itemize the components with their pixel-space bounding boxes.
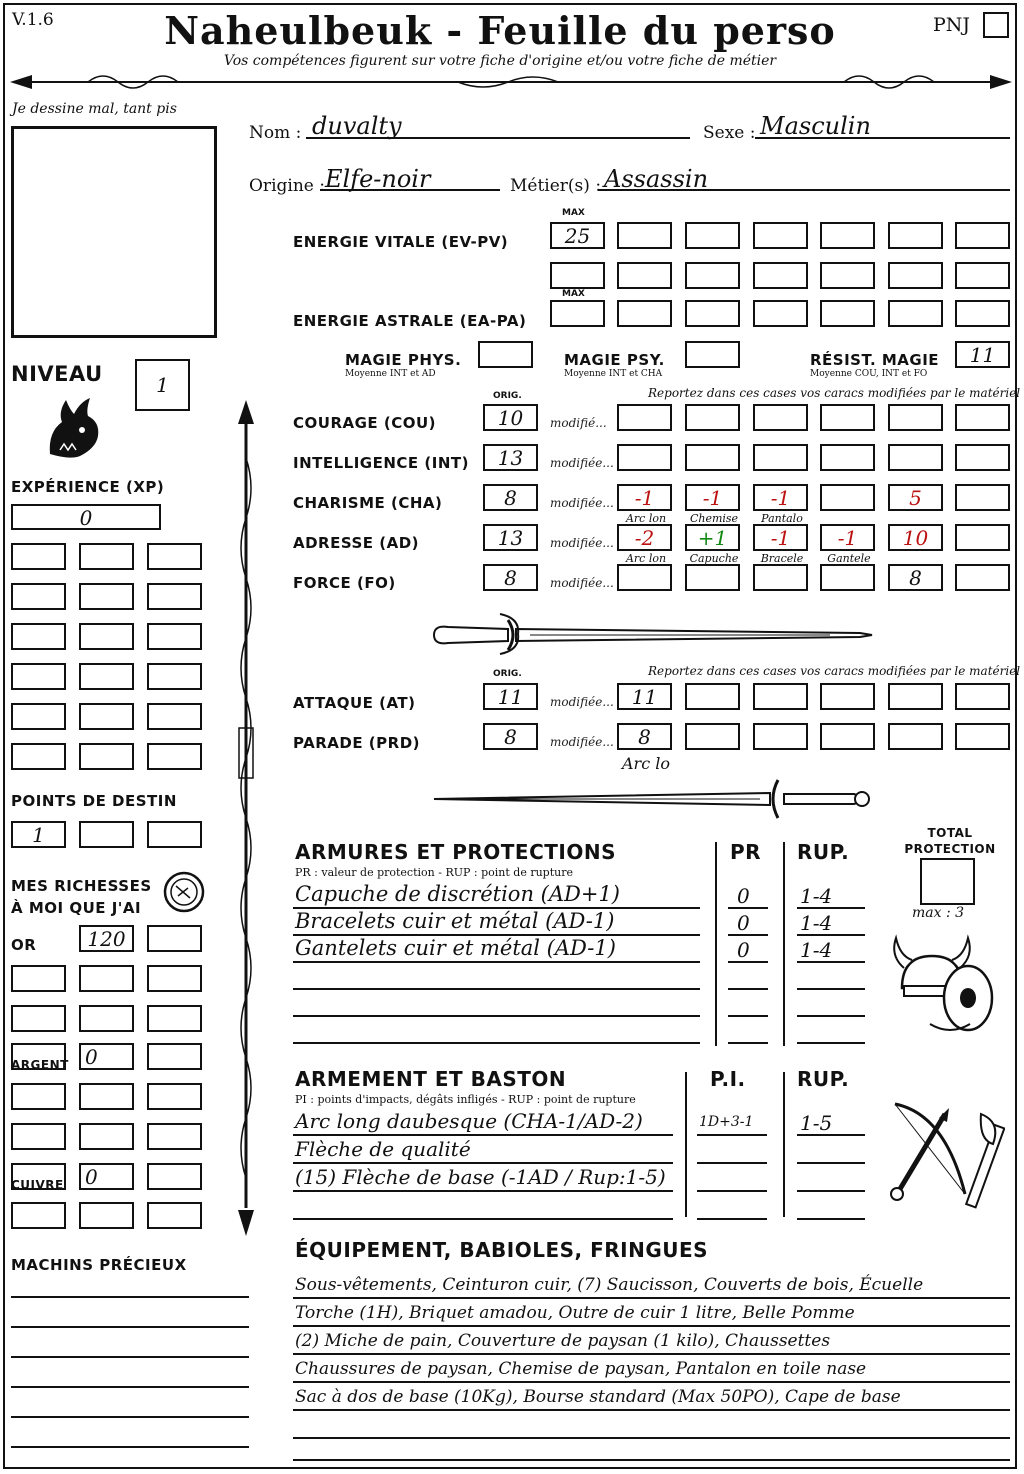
coin-box-2-2[interactable]: [79, 1005, 134, 1032]
cuivre-row-box-1[interactable]: [11, 1163, 66, 1190]
ea-box-4[interactable]: [820, 300, 875, 327]
metier-value[interactable]: Assassin: [604, 165, 709, 193]
carac-label-0: COURAGE (COU): [293, 414, 437, 432]
arme-line-0: [293, 1134, 673, 1136]
equip-item-1[interactable]: Torche (1H), Briquet amadou, Outre de cuir 1 litre, Belle Pomme: [295, 1303, 855, 1323]
combat-orig-box-0[interactable]: 11: [483, 683, 538, 710]
ev-box-row2-3[interactable]: [685, 262, 740, 289]
equip-item-0[interactable]: Sous-vêtements, Ceinturon cuir, (7) Saucisson, Couverts de bois, Écuelle: [295, 1275, 924, 1295]
combat-mod-box-0-0[interactable]: 11: [617, 683, 672, 710]
xp-box-1-1[interactable]: [11, 543, 66, 570]
carac-mod-box-4-6[interactable]: [955, 564, 1010, 591]
carac-modif-label-3: modifiée...: [550, 536, 614, 550]
combat-mod-box-0-3[interactable]: [820, 683, 875, 710]
armure-rup-line-4: [797, 1015, 865, 1017]
xp-box-4-2[interactable]: [79, 663, 134, 690]
carac-mod-box-4-2[interactable]: [753, 564, 808, 591]
total-protection-label-1: TOTAL: [927, 826, 973, 840]
carac-mod-box-2-4[interactable]: 5: [888, 484, 943, 511]
arme-line-2: [293, 1190, 673, 1192]
xp-box-6-2[interactable]: [79, 743, 134, 770]
carac-modif-label-4: modifiée...: [550, 576, 614, 590]
carac-note-3-0: Arc lon: [625, 552, 667, 565]
xp-box-5-1[interactable]: [11, 703, 66, 730]
caracs-orig-label: ORIG.: [493, 391, 522, 401]
xp-box-4-3[interactable]: [147, 663, 202, 690]
ea-box-3[interactable]: [753, 300, 808, 327]
carac-mod-box-1-3[interactable]: [820, 444, 875, 471]
armure-name-2[interactable]: Gantelets cuir et métal (AD-1): [295, 936, 616, 960]
equip-item-4[interactable]: Sac à dos de base (10Kg), Bourse standard (Max 50PO), Cape de base: [295, 1387, 901, 1407]
arme-name-2[interactable]: (15) Flèche de base (-1AD / Rup:1-5): [295, 1165, 666, 1189]
carac-mod-box-1-4[interactable]: [888, 444, 943, 471]
coin-box-4-3[interactable]: [147, 1123, 202, 1150]
carac-modif-label-2: modifiée...: [550, 496, 614, 510]
ev-box-row2-2[interactable]: [617, 262, 672, 289]
carac-modif-label-1: modifiée...: [550, 456, 614, 470]
carac-mod-box-2-1[interactable]: -1: [685, 484, 740, 511]
parade-note: Arc lo: [622, 754, 670, 773]
ev-box-4[interactable]: [820, 222, 875, 249]
armement-divider-1: [685, 1072, 687, 1217]
combat-label-0: ATTAQUE (AT): [293, 694, 416, 712]
carac-note-3-2: Bracele: [760, 552, 804, 565]
combat-mod-box-0-2[interactable]: [753, 683, 808, 710]
armures-col-rup: RUP.: [797, 840, 850, 864]
magie-phys-box[interactable]: [478, 341, 533, 368]
argent-row-box-1[interactable]: [11, 1043, 66, 1070]
arme-name-0[interactable]: Arc long daubesque (CHA-1/AD-2): [295, 1109, 643, 1133]
combat-mod-box-1-0[interactable]: 8: [617, 723, 672, 750]
carac-modif-label-0: modifié...: [550, 416, 607, 430]
ea-max-label: MAX: [562, 289, 585, 299]
ev-box-1[interactable]: [617, 222, 672, 249]
xp-box-6-1[interactable]: [11, 743, 66, 770]
carac-orig-box-4[interactable]: 8: [483, 564, 538, 591]
armures-divider-1: [715, 842, 717, 1046]
machins-line-6[interactable]: [11, 1446, 249, 1448]
equip-line-3: [293, 1381, 1010, 1383]
xp-box-2-1[interactable]: [11, 583, 66, 610]
spear-divider-icon: [8, 68, 1014, 96]
coin-box-4-2[interactable]: [79, 1123, 134, 1150]
xp-box-2-3[interactable]: [147, 583, 202, 610]
machins-label: MACHINS PRÉCIEUX: [11, 1256, 187, 1274]
coin-box-3-1[interactable]: [11, 1083, 66, 1110]
carac-mod-box-3-3[interactable]: -1: [820, 524, 875, 551]
magie-psy-label: MAGIE PSY.: [564, 351, 665, 369]
armure-rup-1[interactable]: 1-4: [800, 911, 833, 935]
total-protection-max: max : 3: [912, 905, 965, 921]
sexe-label: Sexe :: [703, 123, 756, 143]
pnj-checkbox[interactable]: [983, 12, 1009, 38]
carac-mod-box-4-4[interactable]: 8: [888, 564, 943, 591]
combat-mod-box-1-3[interactable]: [820, 723, 875, 750]
machins-line-1[interactable]: [11, 1296, 249, 1298]
carac-mod-box-0-1[interactable]: [685, 404, 740, 431]
pnj-label: PNJ: [933, 14, 971, 36]
arme-pi-line-1: [697, 1162, 767, 1164]
argent-box[interactable]: 0: [79, 1043, 134, 1070]
carac-orig-box-2[interactable]: 8: [483, 484, 538, 511]
xp-box-1-3[interactable]: [147, 543, 202, 570]
magie-phys-sub: Moyenne INT et AD: [345, 369, 436, 379]
nom-value[interactable]: duvalty: [312, 112, 402, 140]
xp-box-4-1[interactable]: [11, 663, 66, 690]
carac-mod-box-2-3[interactable]: [820, 484, 875, 511]
arme-rup-0[interactable]: 1-5: [800, 1111, 833, 1135]
armure-pr-line-4: [728, 1015, 768, 1017]
ev-box-5[interactable]: [888, 222, 943, 249]
combat-label-1: PARADE (PRD): [293, 734, 421, 752]
destin-label: POINTS DE DESTIN: [11, 792, 177, 810]
cuivre-label: CUIVRE: [11, 1178, 64, 1192]
carac-mod-box-4-1[interactable]: [685, 564, 740, 591]
richesses-label-2: À MOI QUE J'AI: [11, 899, 142, 917]
armure-pr-line-5: [728, 1042, 768, 1044]
niveau-box[interactable]: 1: [135, 359, 190, 411]
or-box[interactable]: 120: [79, 925, 134, 952]
armure-pr-2[interactable]: 0: [737, 938, 750, 962]
niveau-label: NIVEAU: [11, 362, 103, 386]
carac-mod-box-2-0[interactable]: -1: [617, 484, 672, 511]
carac-mod-box-0-2[interactable]: [753, 404, 808, 431]
coin-box-1-1[interactable]: [11, 965, 66, 992]
armure-line-2: [293, 961, 700, 963]
armure-rup-2[interactable]: 1-4: [800, 938, 833, 962]
equip-item-2[interactable]: (2) Miche de pain, Couverture de paysan (1 kilo), Chaussettes: [295, 1331, 831, 1351]
combat-mod-box-0-4[interactable]: [888, 683, 943, 710]
carac-label-2: CHARISME (CHA): [293, 494, 443, 512]
carac-note-3-1: Capuche: [689, 552, 739, 565]
coin-box-1-3[interactable]: [147, 965, 202, 992]
coin-box-1-2[interactable]: [79, 965, 134, 992]
arme-pi-line-2: [697, 1190, 767, 1192]
carac-mod-box-0-3[interactable]: [820, 404, 875, 431]
arme-pi-0[interactable]: 1D+3-1: [699, 1114, 754, 1130]
ev-box-row2-4[interactable]: [753, 262, 808, 289]
helmet-shield-icon: [890, 928, 1000, 1038]
cuivre-row-box-3[interactable]: [147, 1163, 202, 1190]
xp-box-5-2[interactable]: [79, 703, 134, 730]
magie-psy-box[interactable]: [685, 341, 740, 368]
xp-box-2-2[interactable]: [79, 583, 134, 610]
combat-report-note: Reportez dans ces cases vos caracs modifiées par le matériel: [648, 664, 1021, 678]
destin-box-3[interactable]: [147, 821, 202, 848]
equip-line-6: [293, 1459, 1010, 1461]
version-label: V.1.6: [12, 10, 54, 30]
equip-line-2: [293, 1353, 1010, 1355]
coin-box-3-2[interactable]: [79, 1083, 134, 1110]
armure-rup-line-5: [797, 1042, 865, 1044]
ev-box-row2-6[interactable]: [888, 262, 943, 289]
argent-label: ARGENT: [11, 1058, 69, 1072]
carac-note-3-3: Gantele: [827, 552, 871, 565]
carac-label-1: INTELLIGENCE (INT): [293, 454, 469, 472]
sword-divider-2-icon: [430, 776, 876, 822]
resist-magie-sub: Moyenne COU, INT et FO: [810, 369, 928, 379]
armures-divider-2: [783, 842, 785, 1046]
arme-line-3: [293, 1218, 673, 1220]
xp-box-3-2[interactable]: [79, 623, 134, 650]
sexe-value[interactable]: Masculin: [760, 112, 871, 140]
carac-mod-box-1-6[interactable]: [955, 444, 1010, 471]
carac-mod-box-0-6[interactable]: [955, 404, 1010, 431]
total-protection-box[interactable]: [920, 858, 975, 905]
xp-box-3-1[interactable]: [11, 623, 66, 650]
ev-max-box[interactable]: 25: [550, 222, 605, 249]
machins-line-5[interactable]: [11, 1416, 249, 1418]
equip-line-0: [293, 1297, 1010, 1299]
xp-total-box[interactable]: 0: [11, 504, 161, 530]
equip-line-1: [293, 1325, 1010, 1327]
sword-divider-icon: [430, 612, 876, 658]
nom-label: Nom :: [249, 123, 302, 143]
cuivre-box[interactable]: 0: [79, 1163, 134, 1190]
resist-magie-box[interactable]: 11: [955, 341, 1010, 368]
destin-box-1[interactable]: 1: [11, 821, 66, 848]
ea-box-5[interactable]: [888, 300, 943, 327]
equip-item-3[interactable]: Chaussures de paysan, Chemise de paysan, Pantalon en toile nase: [295, 1359, 867, 1379]
equip-line-4: [293, 1409, 1010, 1411]
carac-orig-box-3[interactable]: 13: [483, 524, 538, 551]
combat-mod-box-1-2[interactable]: [753, 723, 808, 750]
arme-rup-line-2: [797, 1190, 865, 1192]
equipement-title: ÉQUIPEMENT, BABIOLES, FRINGUES: [295, 1238, 709, 1262]
origine-value[interactable]: Elfe-noir: [325, 165, 431, 193]
coin-box-3-3[interactable]: [147, 1083, 202, 1110]
armement-col-pi: P.I.: [710, 1067, 746, 1091]
coin-box-5-2[interactable]: [79, 1202, 134, 1229]
dragon-icon: [40, 392, 106, 462]
magie-psy-sub: Moyenne INT et CHA: [564, 369, 663, 379]
arme-rup-line-1: [797, 1162, 865, 1164]
carac-note-2-1: Chemise: [689, 512, 739, 525]
page-title: Naheulbeuk - Feuille du perso: [164, 8, 836, 53]
combat-mod-box-0-5[interactable]: [955, 683, 1010, 710]
armures-sub: PR : valeur de protection - RUP : point de rupture: [295, 866, 573, 879]
coin-box-4-1[interactable]: [11, 1123, 66, 1150]
armure-name-0[interactable]: Capuche de discrétion (AD+1): [295, 882, 620, 906]
or-label: OR: [11, 936, 37, 954]
carac-mod-box-0-4[interactable]: [888, 404, 943, 431]
carac-mod-box-3-1[interactable]: +1: [685, 524, 740, 551]
coin-box-5-1[interactable]: [11, 1202, 66, 1229]
combat-modif-label-0: modifiée...: [550, 695, 614, 709]
arme-pi-line-0: [697, 1134, 767, 1136]
carac-mod-box-4-3[interactable]: [820, 564, 875, 591]
ea-label: ENERGIE ASTRALE (EA-PA): [293, 312, 527, 330]
portrait-box[interactable]: [11, 126, 217, 338]
ea-box-2[interactable]: [685, 300, 740, 327]
armement-title: ARMEMENT ET BASTON: [295, 1067, 567, 1091]
combat-orig-box-1[interactable]: 8: [483, 723, 538, 750]
armure-line-4: [293, 1015, 700, 1017]
carac-mod-box-3-6[interactable]: [955, 524, 1010, 551]
richesses-label-1: MES RICHESSES: [11, 877, 152, 895]
destin-box-2[interactable]: [79, 821, 134, 848]
argent-row-box-3[interactable]: [147, 1043, 202, 1070]
machins-line-3[interactable]: [11, 1356, 249, 1358]
carac-mod-box-1-1[interactable]: [685, 444, 740, 471]
armement-divider-2: [783, 1072, 785, 1217]
carac-mod-box-1-0[interactable]: [617, 444, 672, 471]
xp-box-1-2[interactable]: [79, 543, 134, 570]
coin-icon: [162, 870, 206, 914]
ev-label: ENERGIE VITALE (EV-PV): [293, 233, 509, 251]
ea-box-1[interactable]: [617, 300, 672, 327]
carac-label-4: FORCE (FO): [293, 574, 396, 592]
coin-box-2-3[interactable]: [147, 1005, 202, 1032]
carac-orig-box-0[interactable]: 10: [483, 404, 538, 431]
resist-magie-label: RÉSIST. MAGIE: [810, 351, 940, 369]
coin-box-5-3[interactable]: [147, 1202, 202, 1229]
page-subtitle: Vos compétences figurent sur votre fiche d'origine et/ou votre fiche de métier: [223, 53, 777, 69]
combat-mod-box-0-1[interactable]: [685, 683, 740, 710]
coin-box-2-1[interactable]: [11, 1005, 66, 1032]
ev-box-row2-5[interactable]: [820, 262, 875, 289]
ev-box-2[interactable]: [685, 222, 740, 249]
carac-mod-box-3-2[interactable]: -1: [753, 524, 808, 551]
combat-modif-label-1: modifiée...: [550, 735, 614, 749]
origine-label: Origine :: [249, 176, 325, 196]
carac-label-3: ADRESSE (AD): [293, 534, 420, 552]
armure-pr-1[interactable]: 0: [737, 911, 750, 935]
xp-box-6-3[interactable]: [147, 743, 202, 770]
combat-mod-box-1-4[interactable]: [888, 723, 943, 750]
ea-box-6[interactable]: [955, 300, 1010, 327]
ev-box-row2-7[interactable]: [955, 262, 1010, 289]
carac-mod-box-2-2[interactable]: -1: [753, 484, 808, 511]
machins-line-4[interactable]: [11, 1386, 249, 1388]
vertical-spear-icon: [228, 398, 264, 1238]
arme-line-1: [293, 1162, 673, 1164]
armure-line-3: [293, 988, 700, 990]
combat-mod-box-1-5[interactable]: [955, 723, 1010, 750]
carac-mod-box-0-0[interactable]: [617, 404, 672, 431]
arme-pi-line-3: [697, 1218, 767, 1220]
arme-rup-line-3: [797, 1218, 865, 1220]
xp-label: EXPÉRIENCE (XP): [11, 478, 165, 496]
xp-box-3-3[interactable]: [147, 623, 202, 650]
armure-name-1[interactable]: Bracelets cuir et métal (AD-1): [295, 909, 615, 933]
armures-title: ARMURES ET PROTECTIONS: [295, 840, 616, 864]
armement-sub: PI : points d'impacts, dégâts infligés - RUP : point de rupture: [295, 1093, 636, 1106]
arme-name-1[interactable]: Flèche de qualité: [295, 1137, 471, 1161]
ev-box-6[interactable]: [955, 222, 1010, 249]
carac-note-2-0: Arc lon: [625, 512, 667, 525]
machins-line-2[interactable]: [11, 1326, 249, 1328]
ev-box-row2-1[interactable]: [550, 262, 605, 289]
weapons-icon: [885, 1094, 1005, 1214]
combat-mod-box-1-1[interactable]: [685, 723, 740, 750]
caracs-report-note: Reportez dans ces cases vos caracs modifiées par le matériel: [648, 386, 1021, 400]
carac-mod-box-2-6[interactable]: [955, 484, 1010, 511]
ea-max-box[interactable]: [550, 300, 605, 327]
ev-box-3[interactable]: [753, 222, 808, 249]
armure-rup-0[interactable]: 1-4: [800, 884, 833, 908]
armure-pr-0[interactable]: 0: [737, 884, 750, 908]
armure-line-5: [293, 1042, 700, 1044]
or-box-2[interactable]: [147, 925, 202, 952]
equip-line-5: [293, 1437, 1010, 1439]
carac-orig-box-1[interactable]: 13: [483, 444, 538, 471]
armures-col-pr: PR: [730, 840, 762, 864]
carac-mod-box-3-0[interactable]: -2: [617, 524, 672, 551]
xp-box-5-3[interactable]: [147, 703, 202, 730]
magie-phys-label: MAGIE PHYS.: [345, 351, 462, 369]
carac-mod-box-4-0[interactable]: [617, 564, 672, 591]
ev-max-label: MAX: [562, 208, 585, 218]
armure-rup-line-3: [797, 988, 865, 990]
metier-label: Métier(s) :: [510, 176, 602, 196]
total-protection-label-2: PROTECTION: [904, 842, 996, 856]
carac-mod-box-3-4[interactable]: 10: [888, 524, 943, 551]
armement-col-rup: RUP.: [797, 1067, 850, 1091]
portrait-caption: Je dessine mal, tant pis: [12, 101, 177, 117]
carac-mod-box-1-2[interactable]: [753, 444, 808, 471]
carac-note-2-2: Pantalo: [761, 512, 803, 525]
combat-orig-label: ORIG.: [493, 669, 522, 679]
armure-pr-line-3: [728, 988, 768, 990]
